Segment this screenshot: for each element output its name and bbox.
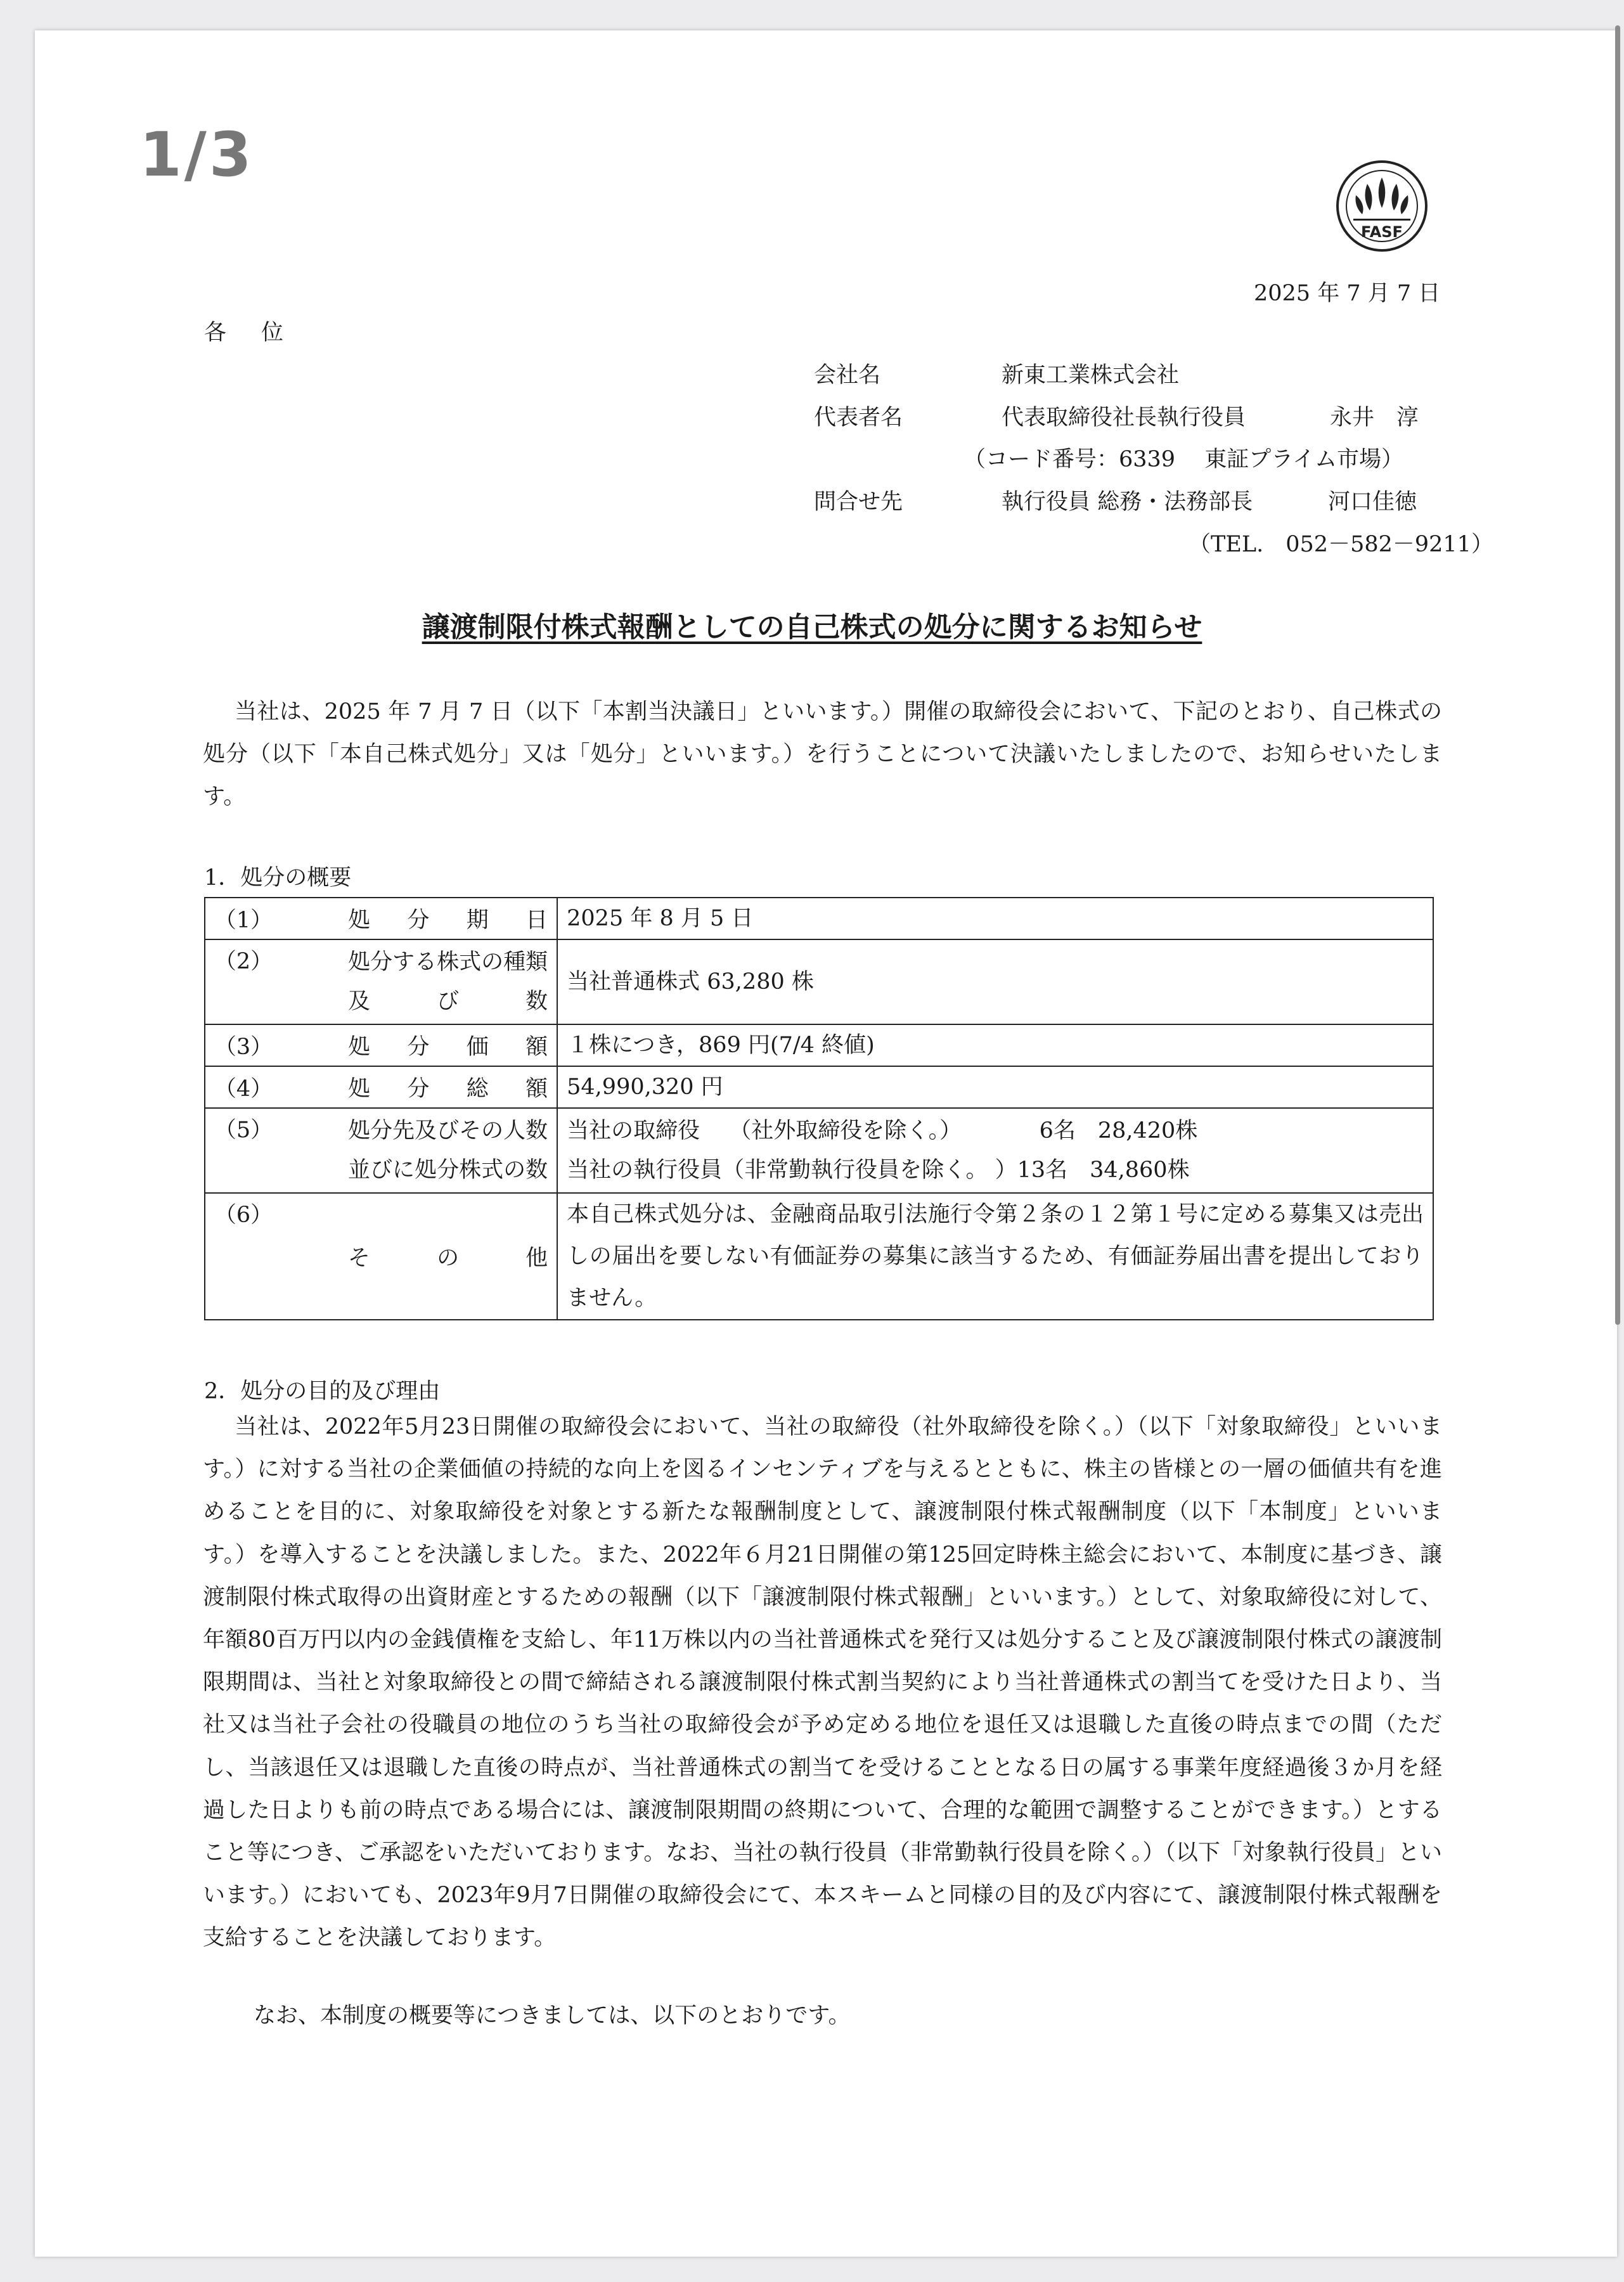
table-row bbox=[205, 898, 1433, 939]
row-label: 処 分 総 額 bbox=[281, 1066, 557, 1108]
addressee: 各 位 bbox=[204, 320, 290, 345]
table-row bbox=[205, 1193, 1433, 1320]
fasf-logo-icon bbox=[1334, 158, 1429, 254]
row-value bbox=[557, 1108, 1433, 1193]
contact-label: 問合せ先 bbox=[814, 489, 903, 515]
row-number: （6） bbox=[205, 1193, 281, 1320]
allottee-directors: 当社の取締役 （社外取締役を除く。） 6名 28,420株 bbox=[567, 1118, 1198, 1144]
row-number: （4） bbox=[205, 1066, 281, 1108]
row-label: 処 分 価 額 bbox=[281, 1024, 557, 1066]
contact-telephone: （TEL. 052－582－9211） bbox=[1189, 532, 1493, 557]
section1-heading: 1．処分の概要 bbox=[204, 865, 352, 891]
contact-title: 執行役員 総務・法務部長 bbox=[1002, 489, 1253, 515]
disposal-summary-table bbox=[204, 897, 1434, 1320]
allottee-officers: 当社の執行役員（非常勤執行役員を除く。 ）13名 34,860株 bbox=[567, 1157, 1190, 1183]
row-label: 処 分 す る 株 式 の 種 類 及 び 数 bbox=[281, 939, 557, 1024]
representative-label: 代表者名 bbox=[814, 405, 903, 430]
row-number: （2） bbox=[205, 939, 281, 1024]
row-label: そ の 他 bbox=[281, 1193, 557, 1320]
table-row bbox=[205, 1066, 1433, 1108]
row-value: 当社普通株式 63,280 株 bbox=[557, 939, 1433, 1024]
row-value: 54,990,320 円 bbox=[557, 1066, 1433, 1108]
row-value: 2025 年 8 月 5 日 bbox=[557, 898, 1433, 939]
row-label: 処 分 期 日 bbox=[281, 898, 557, 939]
row-number: （1） bbox=[205, 898, 281, 939]
document-date: 2025 年 7 月 7 日 bbox=[1254, 281, 1441, 306]
row-number: （5） bbox=[205, 1108, 281, 1193]
logo-text: FASF bbox=[1361, 223, 1403, 241]
table-row bbox=[205, 1024, 1433, 1066]
intro-paragraph: 当社は、2025 年 7 月 7 日（以下「本割当決議日」といいます。）開催の取締役会において、下記のとおり、自己株式の処分（以下「本自己株式処分」又は「処分」といいます。）を行うことについて決議いたしましたので、お知らせいたします。 bbox=[203, 699, 1442, 809]
section2-heading: 2．処分の目的及び理由 bbox=[204, 1379, 441, 1404]
row-value: 本自己株式処分は、金融商品取引法施行令第２条の１２第１号に定める募集又は売出しの届出を要しない有価証券の募集に該当するため、有価証券届出書を提出しておりません。 bbox=[557, 1193, 1433, 1320]
securities-code: （コード番号：6339 東証プライム市場） bbox=[963, 447, 1404, 472]
scrollbar[interactable] bbox=[1615, 25, 1620, 1325]
representative-name: 永井 淳 bbox=[1330, 405, 1419, 430]
section2-body: 当社は、2022年5月23日開催の取締役会において、当社の取締役（社外取締役を除く。）（以下「対象取締役」といいます。）に対する当社の企業価値の持続的な向上を図るインセンティブを与えるとともに、株主の皆様との一層の価値共有を進めることを目的に、対象取締役を対象とする新たな報酬制度として、譲渡制限付株式報酬制度（以下「本制度」といいます。）を導入することを決議しました。また、2022年６月21日開催の第125回定時株主総会において、本制度に基づき、譲渡制限付株式取得の出資財産とするための報酬（以下「譲渡制限付株式報酬」といいます。）として、対象取締役に対して、年額80百万円以内の金銭債権を支給し、年11万株以内の当社普通株式を発行又は処分すること及び譲渡制限付株式の譲渡制限期間は、当社と対象取締役との間で締結される譲渡制限付株式割当契約により当社普通株式の割当てを受けた日より、当社又は当社子会社の役職員の地位のうち当社の取締役会が予め定める地位を退任又は退職した直後の時点までの間（ただし、当該退任又は退職した直後の時点が、当社普通株式の割当てを受けることとなる日の属する事業年度経過後３か月を経過した日よりも前の時点である場合には、譲渡制限期間の終期について、合理的な範囲で調整することができます。）とすること等につき、ご承認をいただいております。なお、当社の執行役員（非常勤執行役員を除く。）（以下「対象執行役員」といいます。）においても、2023年9月7日開催の取締役会にて、本スキームと同様の目的及び内容にて、譲渡制限付株式報酬を支給することを決議しております。 bbox=[203, 1414, 1442, 1951]
page-indicator: 1/3 bbox=[139, 119, 254, 190]
contact-name: 河口佳徳 bbox=[1328, 489, 1417, 515]
representative-title: 代表取締役社長執行役員 bbox=[1002, 405, 1246, 430]
company-label: 会社名 bbox=[814, 363, 881, 388]
table-row bbox=[205, 939, 1433, 1024]
row-value: １株につき，869 円(7/4 終値) bbox=[557, 1024, 1433, 1066]
section2-closing: なお、本制度の概要等につきましては、以下のとおりです。 bbox=[254, 2003, 851, 2028]
row-number: （3） bbox=[205, 1024, 281, 1066]
company-name: 新東工業株式会社 bbox=[1002, 363, 1180, 388]
row-label: 処 分 先 及 び そ の 人 数 並 び に 処 分 株 式 の 数 bbox=[281, 1108, 557, 1193]
document-title: 譲渡制限付株式報酬としての自己株式の処分に関するお知らせ bbox=[422, 611, 1202, 643]
table-row bbox=[205, 1108, 1433, 1193]
